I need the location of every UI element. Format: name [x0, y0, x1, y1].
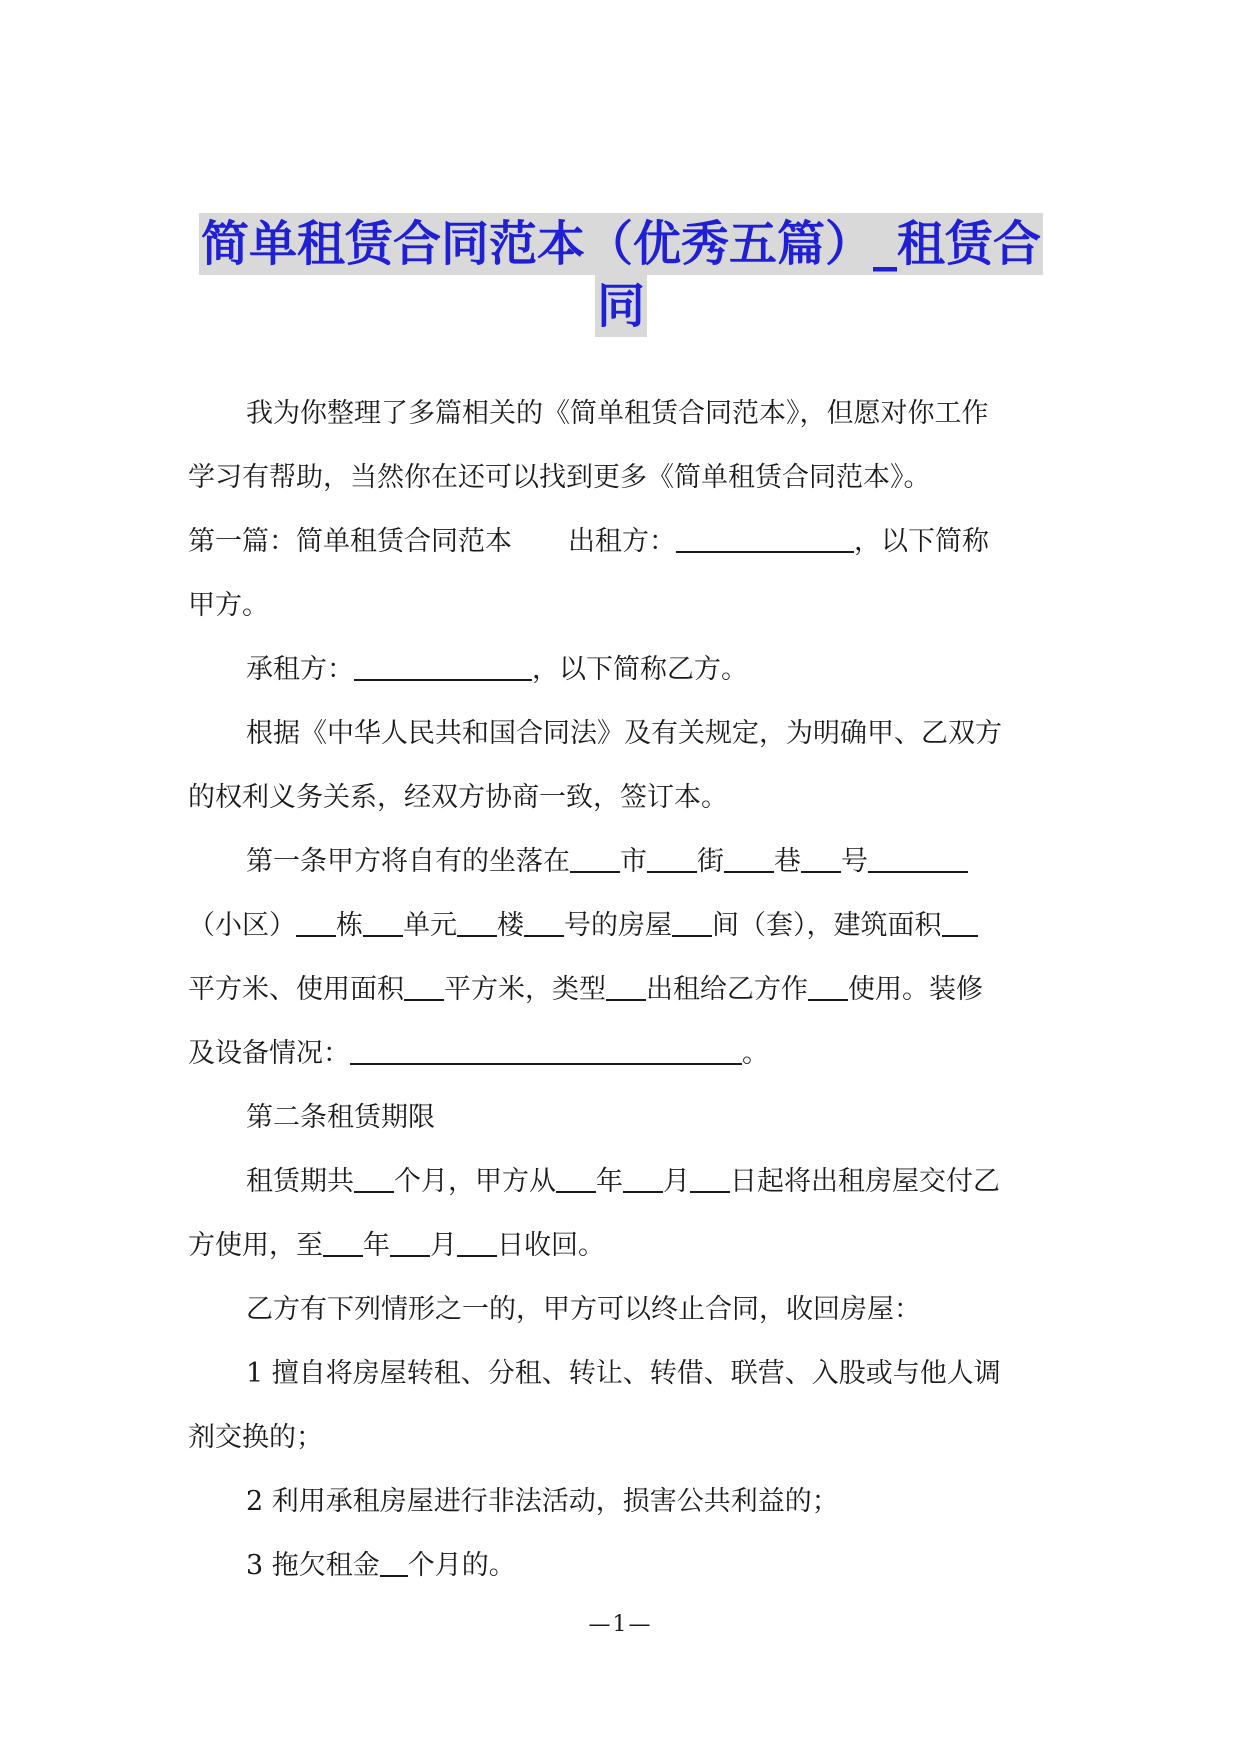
- article-2-line-2: [188, 1214, 1060, 1278]
- article-1-text: 。: [742, 1038, 769, 1069]
- article-1-text: 号: [841, 846, 868, 877]
- article-2-text: 年: [596, 1166, 623, 1197]
- blank: [606, 972, 646, 1001]
- intro-line-1: 我为你整理了多篇相关的《简单租赁合同范本》，但愿对你工作: [246, 398, 989, 429]
- basis-line-1: 根据《中华人民共和国合同法》及有关规定，为明确甲、乙双方: [246, 718, 1002, 749]
- basis-line-2: 的权利义务关系，经双方协商一致，签订本。: [188, 782, 728, 813]
- item-3-text: 3 拖欠租金: [246, 1550, 380, 1581]
- document-title: [190, 213, 1052, 337]
- item-3: [188, 1534, 1060, 1598]
- blank: [672, 908, 712, 937]
- article-2-text: 年: [363, 1230, 390, 1261]
- item-1-line-2: 剂交换的；: [188, 1422, 323, 1453]
- article-2-text: 租赁期共: [246, 1166, 354, 1197]
- article-2-text: 月: [430, 1230, 457, 1261]
- item-2: 2 利用承租房屋进行非法活动，损害公共利益的；: [246, 1486, 839, 1517]
- blank: [404, 972, 444, 1001]
- article-1-line-4: [188, 1022, 1060, 1086]
- article-1-text: （小区）: [188, 910, 296, 941]
- article-1-text: 平方米、使用面积: [188, 974, 404, 1005]
- article-1-text: 楼: [497, 910, 524, 941]
- blank: [350, 1036, 742, 1065]
- lessor-label: 出租方：: [568, 526, 676, 557]
- article-2-line-1: [188, 1150, 1060, 1214]
- blank: [868, 844, 968, 873]
- article-2-text: 日收回。: [497, 1230, 605, 1261]
- article-1-text: 巷: [774, 846, 801, 877]
- lessee-blank: [354, 652, 532, 681]
- blank: [556, 1164, 596, 1193]
- blank: [690, 1164, 730, 1193]
- blank: [524, 908, 564, 937]
- blank: [570, 844, 620, 873]
- blank: [647, 844, 697, 873]
- article-1-text: 使用。装修: [848, 974, 983, 1005]
- blank: [623, 1164, 663, 1193]
- blank: [296, 908, 336, 937]
- intro-line-2: 学习有帮助，当然你在还可以找到更多《简单租赁合同范本》。: [188, 462, 931, 493]
- article-1-text: 平方米，类型: [444, 974, 606, 1005]
- article-2-text: 个月，甲方从: [394, 1166, 556, 1197]
- article-1-text: 第一条甲方将自有的坐落在: [246, 846, 570, 877]
- blank: [354, 1164, 394, 1193]
- blank: [801, 844, 841, 873]
- title-line-1: 简单租赁合同范本（优秀五篇）_租赁合: [199, 213, 1043, 275]
- article-1-line-3: [188, 958, 1060, 1022]
- article-1-text: 栋: [336, 910, 363, 941]
- blank: [942, 908, 978, 937]
- blank: [363, 908, 403, 937]
- blank: [457, 1228, 497, 1257]
- lessor-suffix: ，以下简称: [854, 526, 989, 557]
- blank: [808, 972, 848, 1001]
- lessee-line: [188, 638, 1060, 702]
- document-body: [188, 382, 1060, 1598]
- blank: [724, 844, 774, 873]
- article-1-line-1: [188, 830, 1060, 894]
- section-1-line: [188, 510, 1060, 574]
- lessor-blank: [676, 524, 854, 553]
- article-1-text: 间（套），建筑面积: [712, 910, 942, 941]
- article-1-line-2: [188, 894, 1060, 958]
- article-1-text: 及设备情况：: [188, 1038, 350, 1069]
- blank: [457, 908, 497, 937]
- title-line-2: 同: [595, 275, 647, 337]
- item-1-line-1: 1 擅自将房屋转租、分租、转让、转借、联营、入股或与他人调: [246, 1358, 1001, 1389]
- blank: [323, 1228, 363, 1257]
- article-2-text: 日起将出租房屋交付乙: [730, 1166, 1000, 1197]
- lessor-tail: 甲方。: [188, 590, 269, 621]
- article-2-text: 月: [663, 1166, 690, 1197]
- termination-heading: 乙方有下列情形之一的，甲方可以终止合同，收回房屋：: [246, 1294, 921, 1325]
- lessee-label: 承租方：: [246, 654, 354, 685]
- article-2-heading: 第二条租赁期限: [246, 1102, 435, 1133]
- blank: [380, 1548, 408, 1577]
- article-1-text: 市: [620, 846, 647, 877]
- article-1-text: 出租给乙方作: [646, 974, 808, 1005]
- section-1-heading: 第一篇：简单租赁合同范本: [188, 526, 512, 557]
- blank: [390, 1228, 430, 1257]
- article-1-text: 号的房屋: [564, 910, 672, 941]
- lessee-suffix: ，以下简称乙方。: [532, 654, 748, 685]
- article-1-text: 街: [697, 846, 724, 877]
- article-1-text: 单元: [403, 910, 457, 941]
- item-3-text: 个月的。: [407, 1550, 516, 1581]
- page-number: —1—: [588, 1612, 653, 1637]
- article-2-text: 方使用，至: [188, 1230, 323, 1261]
